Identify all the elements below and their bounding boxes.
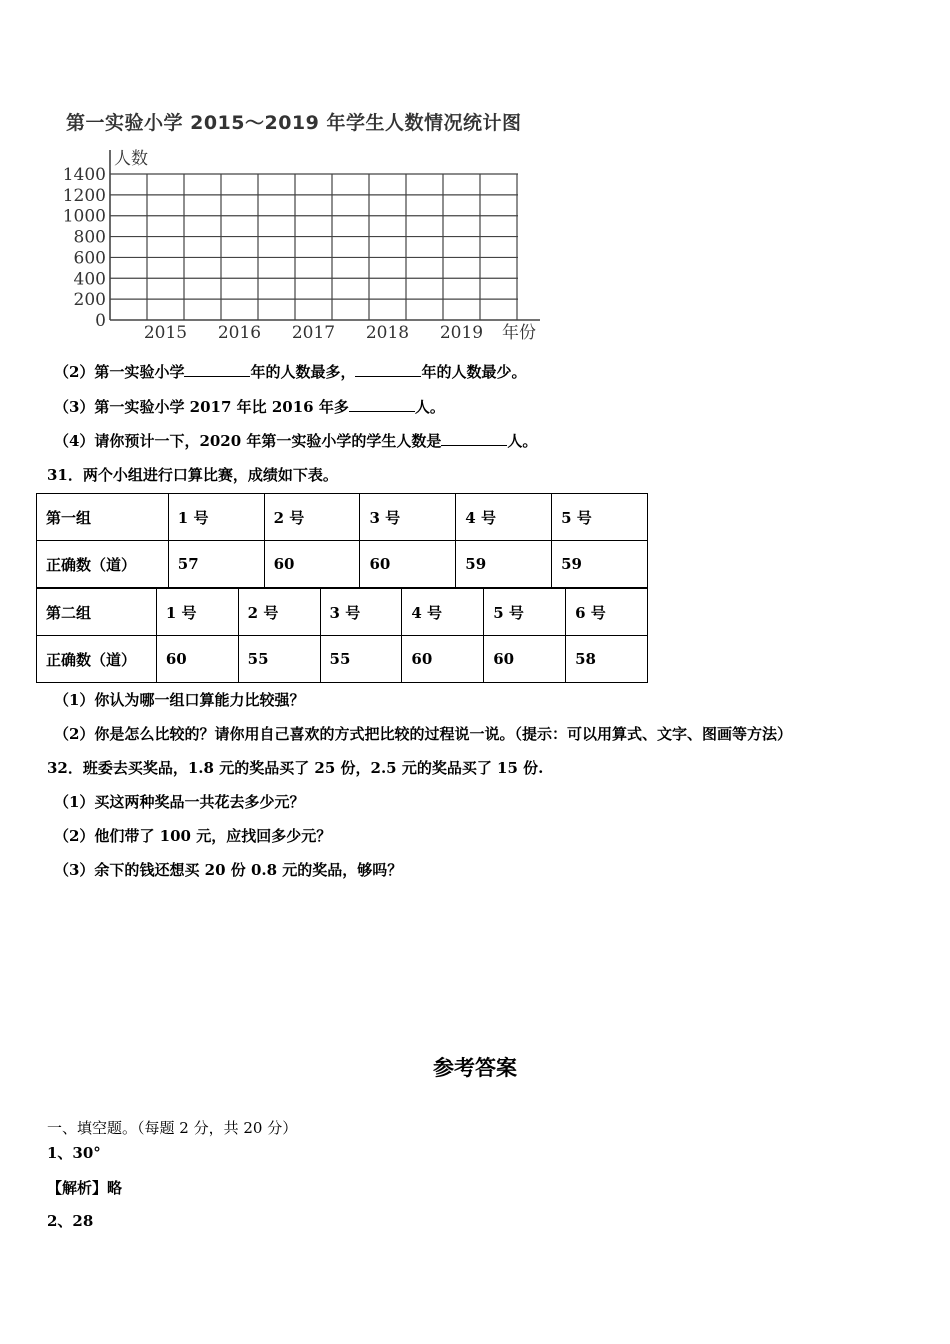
table-cell: 5 号 bbox=[552, 494, 648, 541]
table-cell: 59 bbox=[456, 541, 552, 588]
table-cell: 4 号 bbox=[456, 494, 552, 541]
table-cell: 2 号 bbox=[238, 589, 320, 636]
table-cell: 1 号 bbox=[168, 494, 264, 541]
q32-part2: （2）他们带了 100 元，应找回多少元？ bbox=[54, 827, 332, 845]
table-cell: 55 bbox=[238, 636, 320, 683]
table-cell: 6 号 bbox=[566, 589, 648, 636]
x-tick-label: 2019 bbox=[439, 323, 484, 343]
q30-part3-text-a: （3）第一实验小学 2017 年比 2016 年多 bbox=[54, 398, 349, 416]
q32-intro: 32．班委去买奖品，1.8 元的奖品买了 25 份，2.5 元的奖品买了 15 份. bbox=[47, 759, 544, 777]
table-cell: 58 bbox=[566, 636, 648, 683]
q30-part4-text-b: 人。 bbox=[507, 432, 538, 450]
q31-part2: （2）你是怎么比较的？请你用自己喜欢的方式把比较的过程说一说。（提示：可以用算式、文字、图画等方法） bbox=[54, 725, 792, 743]
table-cell: 57 bbox=[168, 541, 264, 588]
answer-1-explanation bbox=[47, 1177, 122, 1198]
chart-title: 第一实验小学 2015～2019 年学生人数情况统计图 bbox=[66, 112, 522, 134]
q30-part3-text-b: 人。 bbox=[414, 398, 445, 416]
q30-part4 bbox=[54, 430, 537, 451]
table-cell: 60 bbox=[484, 636, 566, 683]
q30-part3 bbox=[54, 396, 445, 417]
y-tick-label: 1200 bbox=[62, 185, 106, 206]
x-tick-label: 2017 bbox=[291, 323, 336, 343]
y-axis-label: 人数 bbox=[114, 149, 148, 169]
y-tick-label: 800 bbox=[73, 227, 106, 248]
y-tick-label: 200 bbox=[73, 290, 106, 311]
q30-part3-blank[interactable] bbox=[349, 397, 415, 412]
x-axis-label: 年份 bbox=[502, 323, 536, 343]
answer-heading: 参考答案 bbox=[433, 1055, 517, 1080]
table-cell: 3 号 bbox=[360, 494, 456, 541]
group1-score-row bbox=[37, 541, 648, 588]
y-tick-label: 400 bbox=[73, 269, 106, 290]
answer-section-title: 一、填空题。（每题 2 分，共 20 分） bbox=[47, 1119, 298, 1137]
explanation-tag: 【解析】 bbox=[47, 1179, 108, 1197]
q30-part2-text-b: 年的人数最多， bbox=[250, 363, 356, 381]
x-tick-label: 2015 bbox=[143, 323, 188, 343]
group2-header-row bbox=[37, 589, 648, 636]
table-cell: 正确数（道） bbox=[37, 636, 157, 683]
y-tick-label: 1400 bbox=[62, 165, 106, 185]
q32-part3: （3）余下的钱还想买 20 份 0.8 元的奖品，够吗？ bbox=[54, 861, 403, 879]
table-cell: 60 bbox=[264, 541, 360, 588]
y-tick-label: 0 bbox=[95, 311, 106, 331]
table-cell: 第二组 bbox=[37, 589, 157, 636]
table-cell: 4 号 bbox=[402, 589, 484, 636]
student-count-chart bbox=[60, 140, 560, 345]
q30-part2 bbox=[54, 361, 526, 382]
table-cell: 2 号 bbox=[264, 494, 360, 541]
group1-header-row bbox=[37, 494, 648, 541]
table-cell: 5 号 bbox=[484, 589, 566, 636]
group2-score-row bbox=[37, 636, 648, 683]
answer-1: 1、30° bbox=[47, 1144, 101, 1162]
table-cell: 60 bbox=[156, 636, 238, 683]
table-cell: 60 bbox=[360, 541, 456, 588]
table-cell: 1 号 bbox=[156, 589, 238, 636]
x-tick-label: 2018 bbox=[365, 323, 410, 343]
table-cell: 55 bbox=[320, 636, 402, 683]
y-tick-label: 1000 bbox=[62, 206, 106, 227]
x-tick-label: 2016 bbox=[217, 323, 262, 343]
table-cell: 第一组 bbox=[37, 494, 169, 541]
table-cell: 59 bbox=[552, 541, 648, 588]
explanation-text: 略 bbox=[107, 1179, 123, 1197]
answer-2: 2、28 bbox=[47, 1212, 94, 1230]
q30-part4-blank[interactable] bbox=[441, 431, 507, 446]
q30-part2-blank-1[interactable] bbox=[184, 362, 250, 377]
y-tick-label: 600 bbox=[73, 248, 106, 269]
q30-part2-text-a: （2）第一实验小学 bbox=[54, 363, 185, 381]
table-cell: 正确数（道） bbox=[37, 541, 169, 588]
group1-table bbox=[36, 493, 648, 588]
q32-part1: （1）买这两种奖品一共花去多少元？ bbox=[54, 793, 305, 811]
table-cell: 3 号 bbox=[320, 589, 402, 636]
table-cell: 60 bbox=[402, 636, 484, 683]
q30-part2-text-c: 年的人数最少。 bbox=[421, 363, 527, 381]
q30-part4-text-a: （4）请你预计一下，2020 年第一实验小学的学生人数是 bbox=[54, 432, 442, 450]
q31-part1: （1）你认为哪一组口算能力比较强？ bbox=[54, 691, 305, 709]
q30-part2-blank-2[interactable] bbox=[355, 362, 421, 377]
group2-table bbox=[36, 588, 648, 683]
q31-intro: 31．两个小组进行口算比赛，成绩如下表。 bbox=[47, 466, 338, 484]
